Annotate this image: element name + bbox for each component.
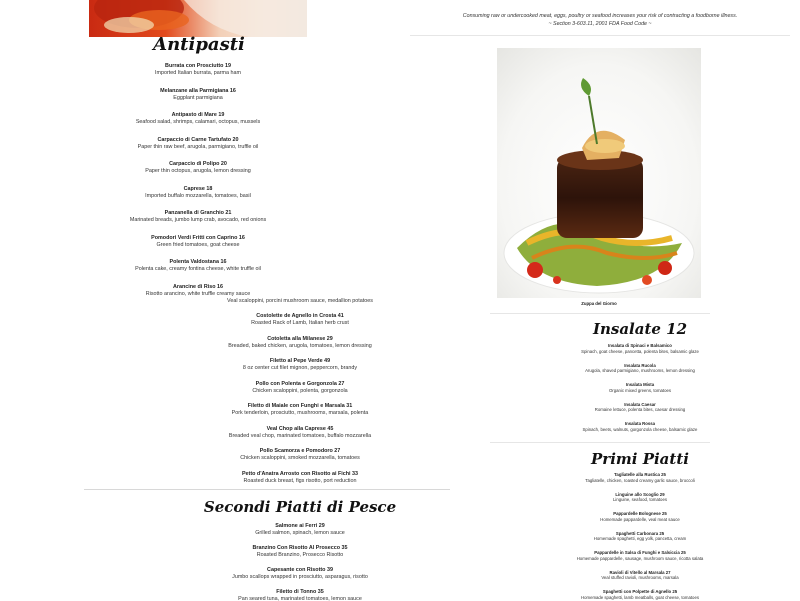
menu-item-desc: Chicken scaloppini, polenta, gorgonzola <box>252 387 348 394</box>
menu-item <box>180 567 420 589</box>
menu-item-desc: Veal stuffed ravioli, mushrooms, marsala <box>601 575 679 581</box>
menu-item-name: Branzino Con Risotto Al Prosecco 35 <box>252 545 348 551</box>
menu-item-name: Arancine di Riso 16 <box>172 283 224 290</box>
menu-item-desc: Arugola, shaved parmigiano, mushrooms, lemon dressing <box>585 368 695 374</box>
menu-item <box>180 471 420 487</box>
menu-item <box>560 402 720 422</box>
menu-item-name: Carpaccio di Carne Tartufato 20 <box>157 136 239 143</box>
menu-item-desc: Risotto arancino, white truffle creamy sauce <box>145 290 251 297</box>
menu-item-name: Spaghetti Carbonara 25 <box>615 530 665 536</box>
menu-item-desc: Organic mixed greens, tomatoes <box>608 387 672 393</box>
notice-code: ~ Section 3-603.11, 2001 FDA Food Code ~ <box>548 21 652 27</box>
menu-item-desc: Pork tenderloin, prosciutto, mushrooms, marsala, polenta <box>231 410 369 416</box>
menu-item-desc: Roasted Rack of Lamb, Italian herb crust <box>251 320 349 326</box>
antipasti-title: Antipasti <box>153 34 245 55</box>
primi-list <box>560 472 720 600</box>
menu-item <box>560 343 720 363</box>
menu-item-name: Filetto al Pepe Verde 49 <box>269 358 331 364</box>
cut-off-description: Veal scaloppini, porcini mushroom sauce, medallion potatoes <box>227 298 373 304</box>
menu-item-desc: Homemade pappardelle, veal meat sauce <box>600 516 680 522</box>
menu-item-name: Pomodori Verdi Fritti con Caprino 16 <box>151 234 245 241</box>
menu-item <box>180 545 420 567</box>
menu-item-desc: Homemade pappardelle, sausage, mushroom sauce, ricotta salata <box>576 555 704 561</box>
menu-item-desc: Roasted duck breast, figs risotto, port reduction <box>243 477 357 484</box>
menu-item-name: Caprese 18 <box>183 185 213 192</box>
menu-item <box>180 358 420 381</box>
menu-item <box>180 426 420 449</box>
section-divider <box>490 313 710 314</box>
menu-item <box>80 63 316 88</box>
menu-item <box>80 259 316 284</box>
menu-item <box>80 284 316 298</box>
menu-item <box>560 421 720 436</box>
menu-item <box>180 448 420 471</box>
menu-item-name: Cotoletta alla Milanese 29 <box>267 335 333 342</box>
menu-item-name: Melanzane alla Parmigiana 16 <box>160 87 236 94</box>
menu-item <box>180 523 420 545</box>
menu-item-desc: Chicken scaloppini, smoked mozzarella, tomatoes <box>240 455 360 461</box>
section-divider <box>490 442 710 443</box>
menu-item-name: Insalata Mista <box>625 382 655 387</box>
menu-item-name: Insalata Rucola <box>624 362 656 368</box>
menu-item-name: Burrata con Prosciutto 19 <box>165 63 231 69</box>
menu-item-desc: Imported buffalo mozzarella, tomatoes, basil <box>145 192 251 199</box>
menu-item-desc: Paper thin octopus, arugola, lemon dressing <box>145 168 251 174</box>
menu-item-desc: Breaded, baked chicken, arugola, tomatoes, lemon dressing <box>228 342 372 349</box>
menu-item-desc: Romaine lettuce, polenta bites, caesar dressing <box>594 407 686 413</box>
menu-item-name: Spaghetti con Polpette di Agnello 25 <box>602 589 678 594</box>
menu-item-desc: 8 oz center cut filet mignon, peppercorn, brandy <box>242 365 358 371</box>
food-safety-notice <box>450 12 750 28</box>
menu-item-desc: Eggplant parmigiana <box>173 94 223 101</box>
menu-item <box>80 161 316 186</box>
menu-item-desc: Seafood salad, shrimps, calamari, octopus, mussels <box>135 119 261 125</box>
menu-item-name: Carpaccio di Polipo 20 <box>169 161 227 167</box>
menu-item <box>80 88 316 113</box>
menu-item <box>560 550 720 570</box>
menu-item <box>80 186 316 211</box>
menu-item <box>560 511 720 531</box>
menu-item-name: Pappardelle Bolognese 25 <box>613 511 667 516</box>
menu-item <box>180 589 420 601</box>
top-right-cut-line <box>460 0 750 2</box>
menu-item-name: Filetto di Tonno 35 <box>276 589 324 595</box>
menu-item <box>180 313 420 336</box>
menu-item-name: Filetto di Maiale con Funghi e Marsala 31 <box>247 403 353 409</box>
menu-item-name: Costolette de Agnello in Crosta 41 <box>256 313 344 319</box>
menu-item <box>560 570 720 590</box>
photo-caption: Zuppa del Giorno <box>581 301 617 306</box>
antipasti-photo <box>89 0 307 37</box>
primi-title: Primi Piatti <box>591 450 689 468</box>
dish-photo <box>497 48 701 298</box>
menu-item <box>80 112 316 137</box>
menu-item-desc: Tagliatelle, chicken, roasted creamy garlic sauce, broccoli <box>585 477 695 483</box>
menu-item-desc: Paper thin raw beef, arugola, parmigiano, truffle oil <box>137 143 259 150</box>
menu-item-name: Pollo Scamorza e Pomodoro 27 <box>259 448 341 454</box>
menu-item-name: Salmone ai Ferri 29 <box>275 523 325 529</box>
menu-item <box>560 531 720 551</box>
cut-off-description <box>460 0 750 2</box>
menu-item <box>80 137 316 162</box>
menu-item-desc: Imported Italian burrata, parma ham <box>155 70 241 76</box>
menu-item <box>560 382 720 402</box>
menu-item-name: Polenta Valdostana 16 <box>169 259 227 265</box>
pesce-title: Secondi Piatti di Pesce <box>203 498 397 516</box>
menu-item-desc: Homemade spaghetti, lamb meatballs, goat cheese, tomatoes <box>581 594 699 600</box>
section-divider <box>410 35 790 36</box>
menu-item-desc: Linguine, seafood, tomatoes <box>613 497 667 503</box>
carni-list <box>180 297 420 487</box>
menu-item-name: Capesante con Risotto 39 <box>267 567 333 573</box>
notice-text: Consuming raw or undercooked meat, eggs, poultry or seafood increases your risk of contracting a foodborne illness. <box>462 13 738 19</box>
menu-item-desc: Grilled salmon, spinach, lemon sauce <box>255 530 345 536</box>
menu-item <box>180 403 420 426</box>
menu-item-desc: Pan seared tuna, marinated tomatoes, lemon sauce <box>238 596 362 601</box>
menu-item-name: Insalata Caesar <box>624 401 656 407</box>
menu-item <box>80 235 316 260</box>
menu-item-desc: Marinated breads, jumbo lump crab, avocado, red onions <box>129 217 267 223</box>
menu-item-name: Petto d'Anatra Arrosto con Risotto ai Fichi 33 <box>241 470 359 477</box>
menu-item-desc: Green fried tomatoes, goat cheese <box>156 241 240 248</box>
menu-item-desc: Roasted Branzino, Prosecco Risotto <box>256 552 344 558</box>
menu-item <box>180 336 420 359</box>
menu-item <box>560 492 720 512</box>
menu-item-desc: Breaded veal chop, marinated tomatoes, buffalo mozzarella <box>228 432 372 439</box>
antipasti-list <box>80 63 316 298</box>
insalate-title: Insalate 12 <box>592 320 688 338</box>
menu-item-name: Linguine allo Scoglio 29 <box>615 491 665 497</box>
menu-item-desc: Spinach, beets, walnuts, gorgonzola cheese, balsamic glaze <box>582 426 698 432</box>
menu-item-name: Panzanella di Granchio 21 <box>164 210 232 216</box>
menu-item-desc: Spinach, goat cheese, pancetta, polenta bites, balsamic glaze <box>581 348 699 354</box>
menu-item-name: Ravioli di Vitello al Marsala 27 <box>609 569 671 575</box>
menu-item <box>180 381 420 404</box>
menu-item-name: Insalata di Spinaci e Balsamico <box>608 343 672 348</box>
insalate-list <box>560 343 720 436</box>
menu-item-desc: Homemade spaghetti, egg yolk, pancetta, cream <box>593 536 687 542</box>
section-divider <box>84 489 450 490</box>
menu-item-name: Antipasto di Mare 19 <box>171 112 225 118</box>
menu-item-desc: Polenta cake, creamy fontina cheese, white truffle oil <box>135 266 261 272</box>
menu-item-desc: Jumbo scallops wrapped in prosciutto, asparagus, risotto <box>232 574 368 580</box>
menu-item <box>560 363 720 383</box>
menu-item <box>560 589 720 600</box>
menu-item-name: Veal Chop alla Caprese 45 <box>266 425 334 432</box>
menu-item-name: Insalata Rossa <box>624 421 656 426</box>
pesce-list <box>180 523 420 601</box>
menu-item-name: Pappardelle in Salsa di Funghi e Salsiccia 25 <box>594 550 686 555</box>
menu-item-name: Tagliatelle alla Rustica 25 <box>614 472 666 477</box>
menu-item <box>80 210 316 235</box>
menu-item-name: Pollo con Polenta e Gorgonzola 27 <box>255 380 345 387</box>
menu-item <box>560 472 720 492</box>
